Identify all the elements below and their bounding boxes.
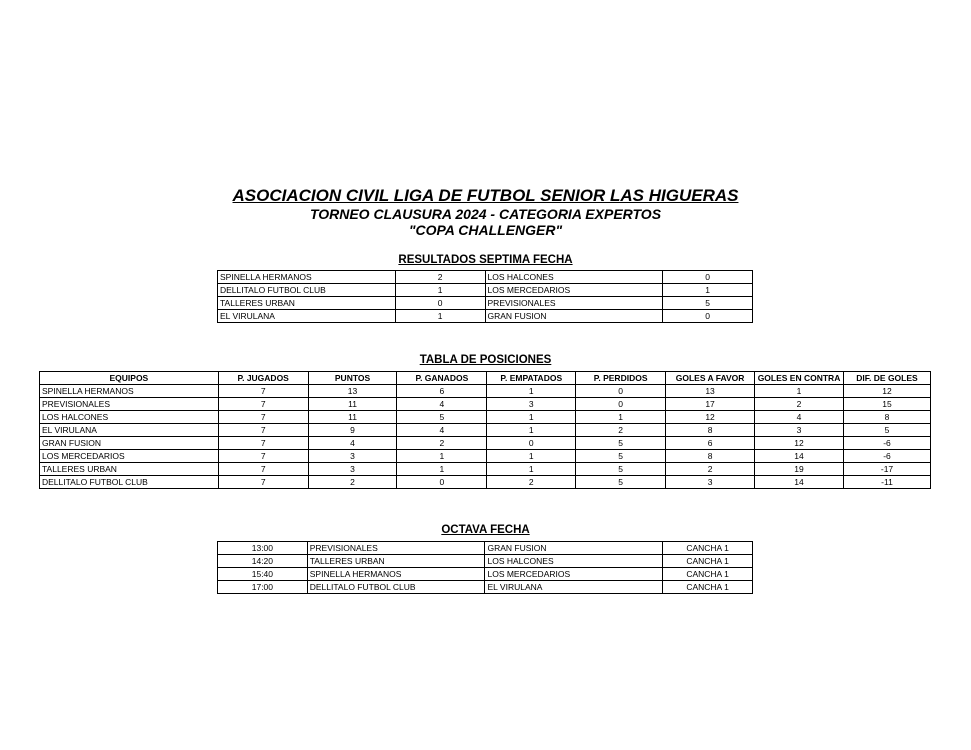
stat-cell: 1 <box>755 385 844 398</box>
stat-cell: 5 <box>576 463 666 476</box>
stat-cell: 7 <box>218 476 308 489</box>
stat-cell: 8 <box>844 411 931 424</box>
stat-cell: 0 <box>487 437 576 450</box>
stat-cell: 1 <box>487 424 576 437</box>
stat-cell: 0 <box>576 385 666 398</box>
stat-cell: -17 <box>844 463 931 476</box>
away-team: LOS HALCONES <box>485 271 663 284</box>
results-table <box>217 270 753 323</box>
home-goals: 1 <box>395 284 485 297</box>
away-team: PREVISIONALES <box>485 297 663 310</box>
field-name: CANCHA 1 <box>663 555 753 568</box>
away-team: EL VIRULANA <box>485 581 663 594</box>
stat-cell: 6 <box>666 437 755 450</box>
stat-cell: 8 <box>666 424 755 437</box>
away-team: GRAN FUSION <box>485 310 663 323</box>
home-goals: 1 <box>395 310 485 323</box>
stat-cell: -6 <box>844 437 931 450</box>
stat-cell: 0 <box>397 476 487 489</box>
cup-name: "COPA CHALLENGER" <box>408 222 563 238</box>
stat-cell: 14 <box>755 450 844 463</box>
result-row <box>218 284 753 297</box>
away-team: GRAN FUSION <box>485 542 663 555</box>
team-name: LOS HALCONES <box>40 411 219 424</box>
stat-cell: 13 <box>666 385 755 398</box>
column-header: P. JUGADOS <box>218 372 308 385</box>
home-team: EL VIRULANA <box>218 310 396 323</box>
stat-cell: 19 <box>755 463 844 476</box>
stat-cell: 3 <box>487 398 576 411</box>
team-name: LOS MERCEDARIOS <box>40 450 219 463</box>
stat-cell: 4 <box>397 398 487 411</box>
standings-title: TABLA DE POSICIONES <box>419 354 552 366</box>
stat-cell: 7 <box>218 463 308 476</box>
field-name: CANCHA 1 <box>663 581 753 594</box>
column-header: P. GANADOS <box>397 372 487 385</box>
stat-cell: 14 <box>755 476 844 489</box>
column-header: GOLES EN CONTRA <box>755 372 844 385</box>
standings-row <box>40 385 931 398</box>
stat-cell: 7 <box>218 398 308 411</box>
away-goals: 1 <box>663 284 753 297</box>
tournament-subtitle: TORNEO CLAUSURA 2024 - CATEGORIA EXPERTOS <box>309 206 662 222</box>
fixture-row <box>218 581 753 594</box>
stat-cell: 1 <box>397 450 487 463</box>
standings-row <box>40 476 931 489</box>
away-team: LOS MERCEDARIOS <box>485 284 663 297</box>
away-team: LOS MERCEDARIOS <box>485 568 663 581</box>
stat-cell: 5 <box>576 437 666 450</box>
away-goals: 5 <box>663 297 753 310</box>
stat-cell: 9 <box>308 424 397 437</box>
stat-cell: 15 <box>844 398 931 411</box>
stat-cell: 8 <box>666 450 755 463</box>
stat-cell: 5 <box>576 450 666 463</box>
standings-row <box>40 411 931 424</box>
away-goals: 0 <box>663 310 753 323</box>
match-time: 14:20 <box>218 555 308 568</box>
stat-cell: 7 <box>218 437 308 450</box>
home-team: DELLITALO FUTBOL CLUB <box>307 581 485 594</box>
stat-cell: 6 <box>397 385 487 398</box>
stat-cell: 2 <box>576 424 666 437</box>
stat-cell: 5 <box>844 424 931 437</box>
stat-cell: 1 <box>487 450 576 463</box>
stat-cell: 1 <box>576 411 666 424</box>
standings-row <box>40 398 931 411</box>
field-name: CANCHA 1 <box>663 542 753 555</box>
standings-row <box>40 450 931 463</box>
home-team: SPINELLA HERMANOS <box>218 271 396 284</box>
stat-cell: 11 <box>308 411 397 424</box>
stat-cell: 1 <box>397 463 487 476</box>
stat-cell: 17 <box>666 398 755 411</box>
column-header: P. EMPATADOS <box>487 372 576 385</box>
stat-cell: 7 <box>218 424 308 437</box>
stat-cell: 4 <box>397 424 487 437</box>
team-name: PREVISIONALES <box>40 398 219 411</box>
league-title: ASOCIACION CIVIL LIGA DE FUTBOL SENIOR LAS HIGUERAS <box>232 186 739 205</box>
stat-cell: 5 <box>397 411 487 424</box>
stat-cell: 12 <box>844 385 931 398</box>
next-round-title: OCTAVA FECHA <box>441 524 530 536</box>
stat-cell: 7 <box>218 411 308 424</box>
stat-cell: 3 <box>308 450 397 463</box>
standings-row <box>40 437 931 450</box>
stat-cell: 1 <box>487 385 576 398</box>
stat-cell: 3 <box>308 463 397 476</box>
away-team: LOS HALCONES <box>485 555 663 568</box>
team-name: DELLITALO FUTBOL CLUB <box>40 476 219 489</box>
stat-cell: 7 <box>218 385 308 398</box>
match-time: 17:00 <box>218 581 308 594</box>
home-team: SPINELLA HERMANOS <box>307 568 485 581</box>
field-name: CANCHA 1 <box>663 568 753 581</box>
column-header: GOLES A FAVOR <box>666 372 755 385</box>
fixture-row <box>218 542 753 555</box>
stat-cell: 0 <box>576 398 666 411</box>
stat-cell: 12 <box>755 437 844 450</box>
stat-cell: 4 <box>755 411 844 424</box>
stat-cell: 1 <box>487 463 576 476</box>
standings-row <box>40 424 931 437</box>
column-header: PUNTOS <box>308 372 397 385</box>
stat-cell: 2 <box>308 476 397 489</box>
match-time: 13:00 <box>218 542 308 555</box>
stat-cell: 1 <box>487 411 576 424</box>
stat-cell: 2 <box>666 463 755 476</box>
home-team: PREVISIONALES <box>307 542 485 555</box>
stat-cell: 2 <box>397 437 487 450</box>
fixture-row <box>218 555 753 568</box>
home-goals: 0 <box>395 297 485 310</box>
stat-cell: 3 <box>755 424 844 437</box>
team-name: SPINELLA HERMANOS <box>40 385 219 398</box>
stat-cell: 2 <box>755 398 844 411</box>
home-team: TALLERES URBAN <box>307 555 485 568</box>
away-goals: 0 <box>663 271 753 284</box>
home-team: TALLERES URBAN <box>218 297 396 310</box>
stat-cell: -6 <box>844 450 931 463</box>
column-header: DIF. DE GOLES <box>844 372 931 385</box>
column-header: EQUIPOS <box>40 372 219 385</box>
match-time: 15:40 <box>218 568 308 581</box>
stat-cell: 4 <box>308 437 397 450</box>
stat-cell: 7 <box>218 450 308 463</box>
home-team: DELLITALO FUTBOL CLUB <box>218 284 396 297</box>
stat-cell: -11 <box>844 476 931 489</box>
stat-cell: 12 <box>666 411 755 424</box>
team-name: TALLERES URBAN <box>40 463 219 476</box>
next-round-table <box>217 541 753 594</box>
result-row <box>218 297 753 310</box>
standings-table <box>39 371 931 489</box>
home-goals: 2 <box>395 271 485 284</box>
stat-cell: 3 <box>666 476 755 489</box>
stat-cell: 2 <box>487 476 576 489</box>
fixture-row <box>218 568 753 581</box>
column-header: P. PERDIDOS <box>576 372 666 385</box>
result-row <box>218 310 753 323</box>
stat-cell: 5 <box>576 476 666 489</box>
team-name: EL VIRULANA <box>40 424 219 437</box>
standings-row <box>40 463 931 476</box>
standings-header-row <box>40 372 931 385</box>
team-name: GRAN FUSION <box>40 437 219 450</box>
stat-cell: 11 <box>308 398 397 411</box>
stat-cell: 13 <box>308 385 397 398</box>
result-row <box>218 271 753 284</box>
results-title: RESULTADOS SEPTIMA FECHA <box>398 254 573 266</box>
